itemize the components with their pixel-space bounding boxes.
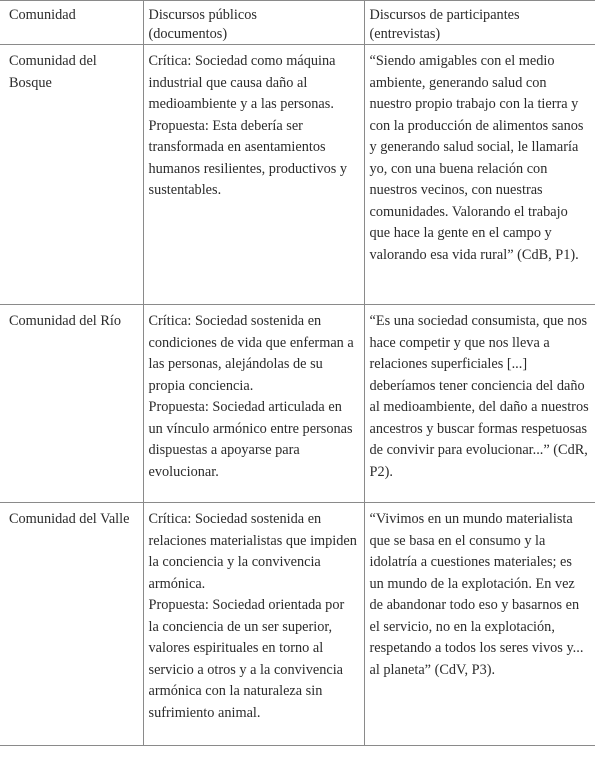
propuesta-text: Propuesta: Sociedad orientada por la conciencia de un ser superior, valores espirituales en torno al servicio a otros y a la convivencia armónica con la naturaleza sin sufrimiento animal. (148, 597, 345, 721)
cell-comunidad (0, 503, 143, 746)
critica-text: Crítica: Sociedad sostenida en condiciones de vida que enferman a las personas, alejándolas de su propia conciencia. (148, 313, 354, 394)
cell-comunidad (0, 45, 143, 305)
cell-discursos-participantes (364, 503, 595, 746)
header-discursos-participantes-line2: (entrevistas) (369, 26, 441, 42)
header-row (0, 1, 595, 45)
cell-discursos-publicos (143, 45, 364, 305)
table-row (0, 305, 595, 503)
table-row (0, 503, 595, 746)
comunidad-name: Comunidad del Río (9, 313, 121, 329)
participant-quote: “Siendo amigables con el medio ambiente, generando salud con nuestro propio trabajo con la tierra y con la producción de alimentos sanos y generando salud social, le llamaría yo, con una buena relación con nuestros vecinos, con nuestras comunidades. Valorando el trabajo que hace la gente en el campo y valorando esa vida rural” (CdB, P1). (369, 53, 584, 263)
table-body (0, 45, 595, 746)
propuesta-text: Propuesta: Esta debería ser transformada en asentamientos humanos resilientes, productivos y sustentables. (148, 117, 348, 198)
table-header (0, 1, 595, 45)
table-row (0, 45, 595, 305)
cell-discursos-participantes (364, 45, 595, 305)
header-discursos-participantes-line1: Discursos de participantes (369, 7, 520, 23)
critica-text: Crítica: Sociedad sostenida en relaciones materialistas que impiden la conciencia y la convivencia armónica. (148, 511, 357, 592)
comunidad-name: Comunidad del Valle (9, 511, 130, 527)
header-discursos-participantes (364, 1, 595, 45)
comunidad-name: Comunidad del Bosque (9, 53, 97, 91)
propuesta-text: Propuesta: Sociedad articulada en un vínculo armónico entre personas dispuestas a apoyarse para evolucionar. (148, 399, 353, 480)
cell-discursos-participantes (364, 305, 595, 503)
header-discursos-publicos-line2: (documentos) (148, 26, 228, 42)
header-discursos-publicos (143, 1, 364, 45)
header-discursos-publicos-line1: Discursos públicos (148, 7, 257, 23)
cell-comunidad (0, 305, 143, 503)
header-comunidad-label: Comunidad (9, 7, 76, 23)
header-comunidad (0, 1, 143, 45)
cell-discursos-publicos (143, 305, 364, 503)
cell-discursos-publicos (143, 503, 364, 746)
participant-quote: “Es una sociedad consumista, que nos hace competir y que nos lleva a relaciones superficiales [...] deberíamos tener conciencia del daño al medioambiente, del daño a nuestros ancestros y buscar formas respetuosas de convivir para evolucionar...” (CdR, P2). (369, 313, 589, 480)
critica-text: Crítica: Sociedad como máquina industrial que causa daño al medioambiente y a las personas. (148, 53, 336, 112)
participant-quote: “Vivimos en un mundo materialista que se basa en el consumo y la idolatría a cuestiones materiales; es un mundo de la explotación. En vez de abandonar todo eso y basarnos en el servicio, no en la explotación, respetando a todos los seres vivos y... al planeta” (CdV, P3). (369, 511, 584, 678)
